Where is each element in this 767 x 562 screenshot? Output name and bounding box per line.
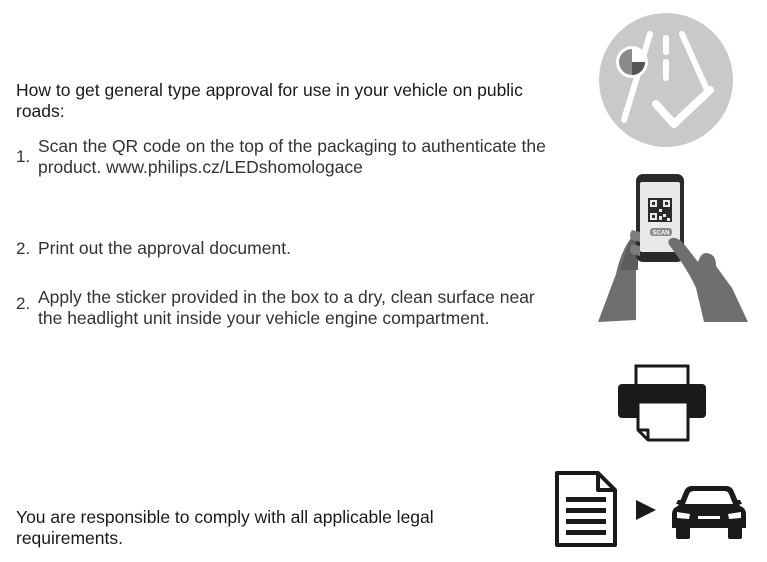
document-icon (554, 470, 618, 548)
step-3-text: Apply the sticker provided in the box to a dry, clean surface near the headlight unit inside your vehicle engine compartment. (38, 287, 535, 328)
arrow-right-icon (634, 498, 658, 522)
scan-label: SCAN (652, 230, 670, 237)
step-2-text: Print out the approval document. (38, 238, 291, 258)
road-approval-icon (598, 12, 734, 148)
printer-icon (614, 362, 710, 446)
step-2-number: 2. (16, 239, 31, 258)
step-1-number: 1. (16, 147, 31, 166)
legal-notice: You are responsible to comply with all applicable legal requirements. (16, 507, 434, 548)
step-1-text: Scan the QR code on the top of the packaging to authenticate the product. www.philips.cz/LEDshomologace (38, 136, 546, 177)
page-heading: How to get general type approval for use in your vehicle on public roads: (16, 80, 523, 121)
step-3-number: 2. (16, 294, 31, 313)
car-icon (670, 482, 748, 542)
phone-scan-icon (598, 170, 748, 325)
